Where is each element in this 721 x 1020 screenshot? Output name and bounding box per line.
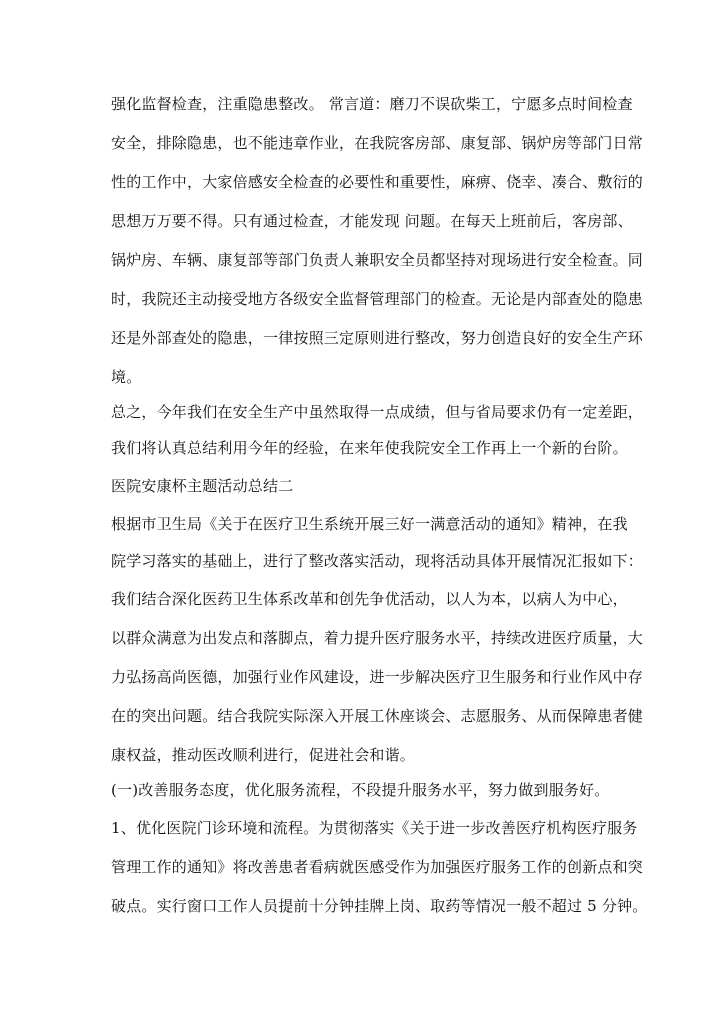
- text-line: 总之，今年我们在安全生产中虽然取得一点成绩，但与省局要求仍有一定差距，: [111, 403, 644, 421]
- text-line: 根据市卫生局《关于在医疗卫生系统开展三好一满意活动的通知》精神，在我: [111, 515, 628, 533]
- text-line: 安全，排除隐患，也不能违章作业，在我院客房部、康复部、锅炉房等部门日常: [111, 134, 644, 152]
- text-line: 1、优化医院门诊环境和流程。为贯彻落实《关于进一步改善医疗机构医疗服务: [111, 819, 638, 837]
- text-line: 在的突出问题。结合我院实际深入开展工休座谈会、志愿服务、从而保障患者健: [111, 707, 644, 725]
- text-line: 性的工作中，大家倍感安全检查的必要性和重要性，麻痹、侥幸、凑合、敷衍的: [111, 173, 644, 191]
- text-line: 管理工作的通知》将改善患者看病就医感受作为加强医疗服务工作的创新点和突: [111, 858, 644, 876]
- text-line: 康权益，推动医改顺利进行，促进社会和谐。: [111, 746, 416, 764]
- text-line: 以群众满意为出发点和落脚点，着力提升医疗服务水平，持续改进医疗质量，大: [111, 629, 644, 647]
- text-line: 我们将认真总结利用今年的经验，在来年使我院安全工作再上一个新的台阶。: [111, 439, 628, 457]
- text-line: 时，我院还主动接受地方各级安全监督管理部门的检查。无论是内部查处的隐患: [111, 290, 644, 308]
- text-line: 强化监督检查，注重隐患整改。 常言道：磨刀不误砍柴工，宁愿多点时间检查: [111, 95, 633, 113]
- section-heading: 医院安康杯主题活动总结二: [111, 477, 294, 495]
- text-line: 思想万万要不得。只有通过检查，才能发现 问题。在每天上班前后，客房部、: [111, 212, 633, 230]
- text-line: 还是外部查处的隐患，一律按照三定原则进行整改，努力创造良好的安全生产环: [111, 329, 644, 347]
- text-line: 锅炉房、车辆、康复部等部门负责人兼职安全员都坚持对现场进行安全检查。同: [111, 251, 644, 269]
- text-line: 境。: [111, 368, 142, 386]
- text-line: 院学习落实的基础上，进行了整改落实活动，现将活动具体开展情况汇报如下：: [111, 552, 644, 570]
- text-line: 破点。实行窗口工作人员提前十分钟挂牌上岗、取药等情况一般不超过 5 分钟。: [111, 897, 648, 915]
- text-line: 我们结合深化医药卫生体系改革和创先争优活动，以人为本，以病人为中心，: [111, 590, 628, 608]
- text-line: 力弘扬高尚医德，加强行业作风建设，进一步解决医疗卫生服务和行业作风中存: [111, 668, 644, 686]
- text-line: (一)改善服务态度，优化服务流程，不段提升服务水平，努力做到服务好。: [111, 781, 610, 799]
